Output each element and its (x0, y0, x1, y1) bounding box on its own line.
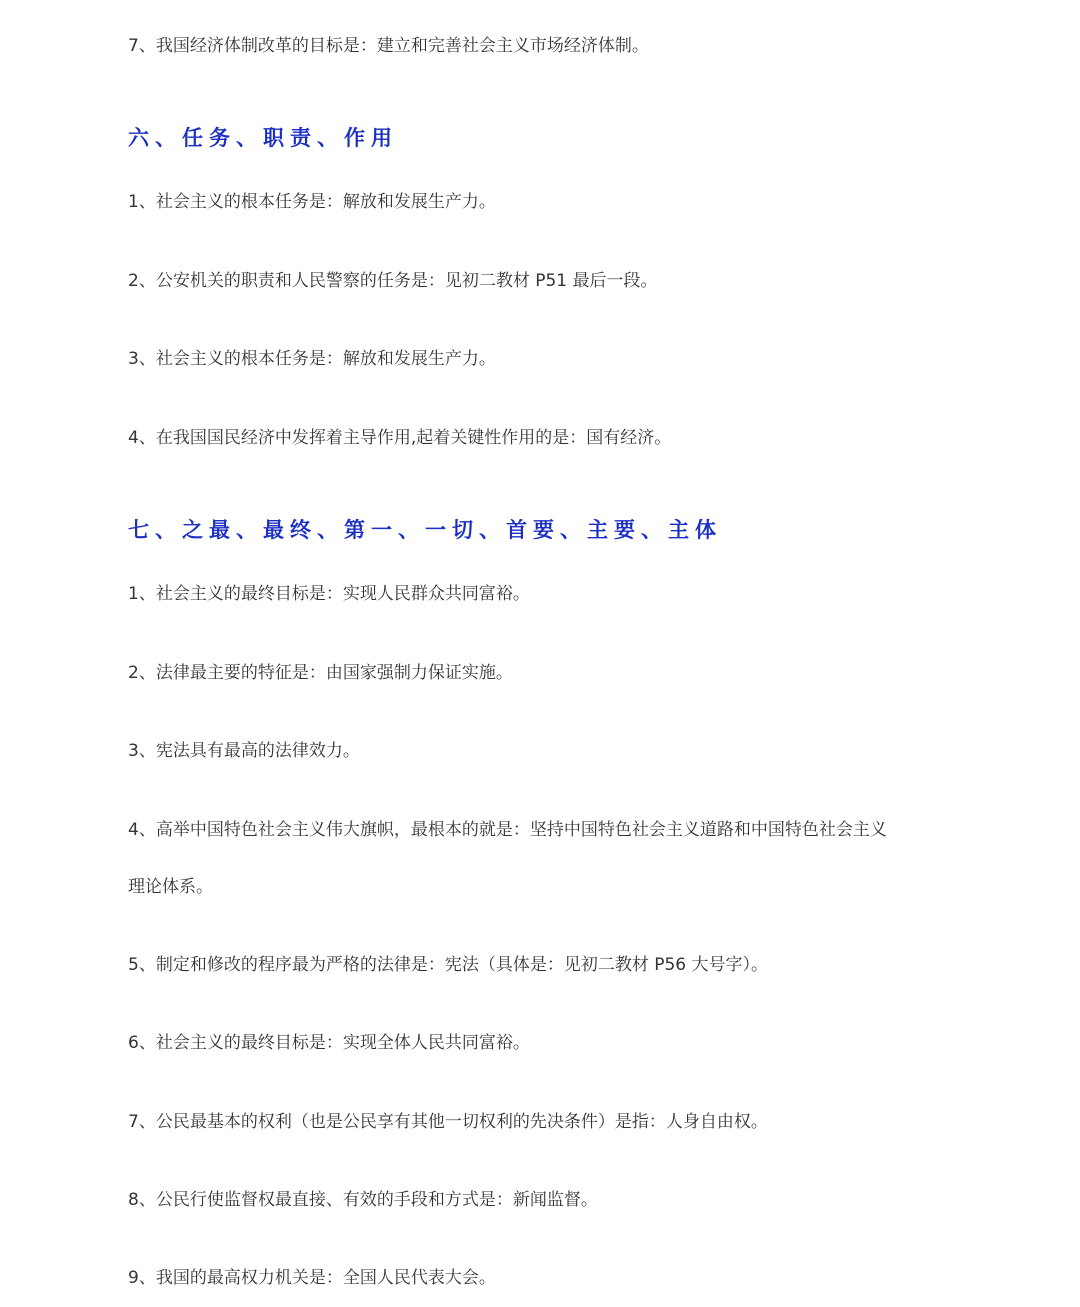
paragraph-s6-item-3: 3、社会主义的根本任务是：解放和发展生产力。 (128, 349, 496, 369)
paragraph-s7-item-3: 3、宪法具有最高的法律效力。 (128, 741, 360, 761)
paragraph-s7-item-5: 5、制定和修改的程序最为严格的法律是：宪法（具体是：见初二教材 P56 大号字）。 (128, 955, 769, 975)
section-heading-7: 七、之最、最终、第一、一切、首要、主要、主体 (128, 518, 722, 542)
paragraph-s7-item-9: 9、我国的最高权力机关是：全国人民代表大会。 (128, 1268, 496, 1288)
paragraph-s6-item-2: 2、公安机关的职责和人民警察的任务是：见初二教材 P51 最后一段。 (128, 271, 658, 291)
paragraph-s7-item-7: 7、公民最基本的权利（也是公民享有其他一切权利的先决条件）是指：人身自由权。 (128, 1112, 768, 1132)
paragraph-s7-item-8: 8、公民行使监督权最直接、有效的手段和方式是：新闻监督。 (128, 1190, 598, 1210)
paragraph-s7-item-2: 2、法律最主要的特征是：由国家强制力保证实施。 (128, 663, 513, 683)
paragraph-s6-item-4: 4、在我国国民经济中发挥着主导作用,起着关键性作用的是：国有经济。 (128, 428, 672, 448)
paragraph-s7-item-4-continued: 理论体系。 (128, 877, 213, 897)
paragraph-s7-item-4: 4、高举中国特色社会主义伟大旗帜，最根本的就是：坚持中国特色社会主义道路和中国特色社会主义 (128, 820, 887, 840)
section-heading-6: 六、任务、职责、作用 (128, 126, 398, 150)
paragraph-s6-item-1: 1、社会主义的根本任务是：解放和发展生产力。 (128, 192, 496, 212)
paragraph-prev-item-7: 7、我国经济体制改革的目标是：建立和完善社会主义市场经济体制。 (128, 36, 649, 56)
paragraph-s7-item-6: 6、社会主义的最终目标是：实现全体人民共同富裕。 (128, 1033, 530, 1053)
paragraph-s7-item-1: 1、社会主义的最终目标是：实现人民群众共同富裕。 (128, 584, 530, 604)
